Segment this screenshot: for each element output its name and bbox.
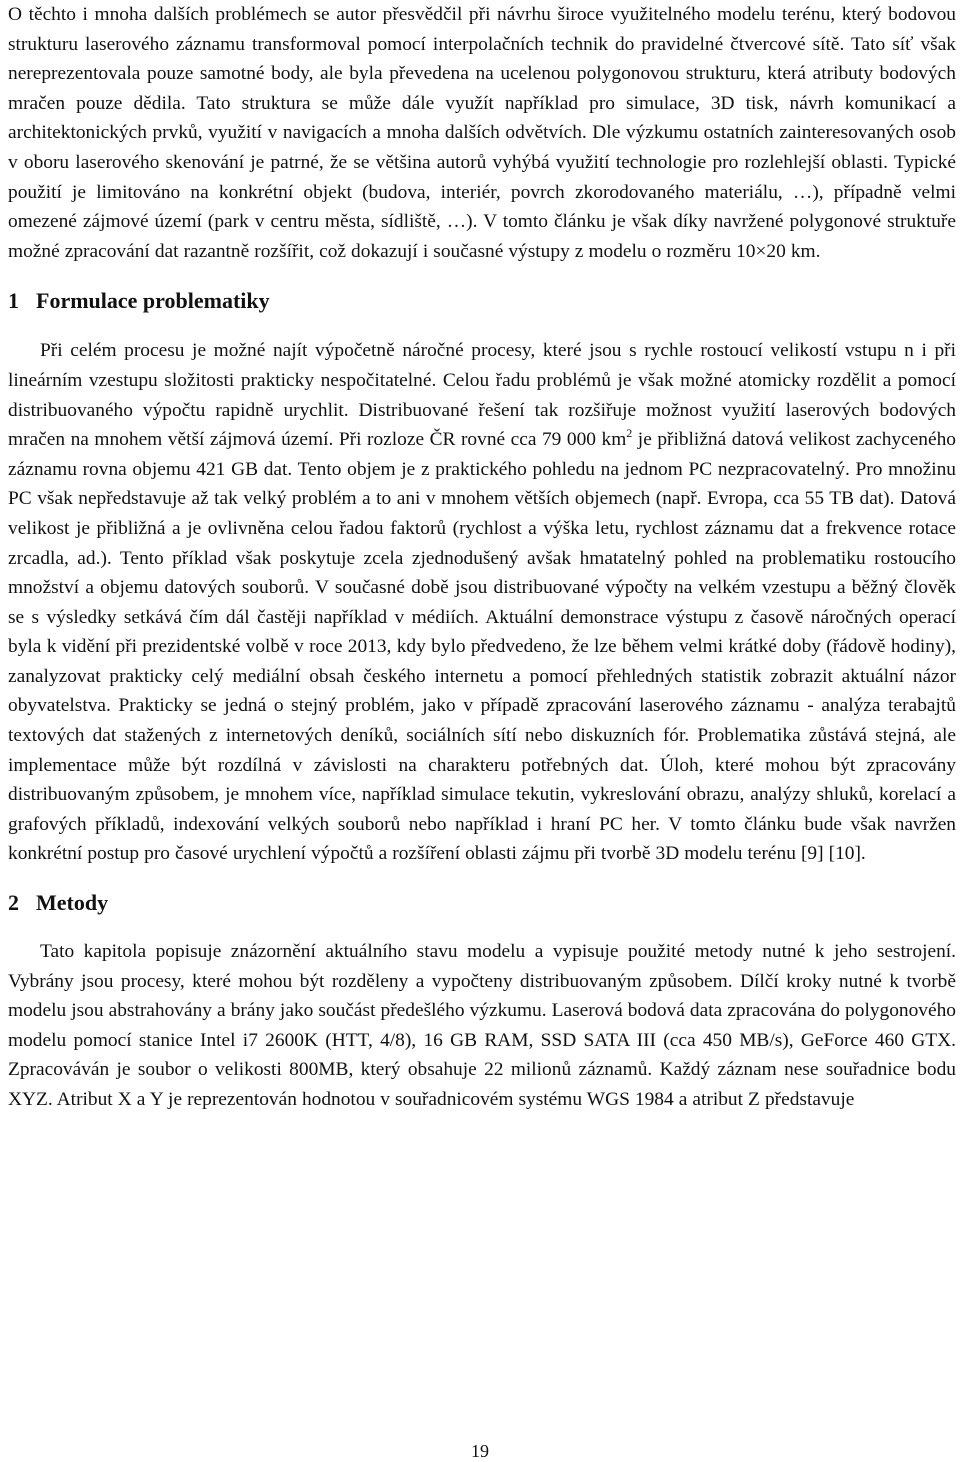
section-1-paragraph: [8, 336, 956, 869]
section-number: 2: [8, 890, 19, 916]
section-title: Metody: [36, 890, 109, 916]
section-1-text-part-1: Při celém procesu je možné najít výpočetně náročné procesy, které jsou s rychle rostoucí velikostí vstupu n i při lineárním vzestupu složitosti prakticky nespočitatelné. Celou řadu problémů je však možné atomicky rozdělit a pomocí distribuovaného výpočtu rapidně urychlit. Distribuované řešení tak rozšiřuje možnost využití laserových bodových mračen na mnohem větší zájmová území. Při rozloze ČR rovné cca 79 000 km: [8, 340, 956, 451]
superscript-exponent: 2: [626, 426, 633, 441]
section-2-paragraph: Tato kapitola popisuje znázornění aktuálního stavu modelu a vypisuje použité metody nutné k jeho sestrojení. Vybrány jsou procesy, které mohou být rozděleny a vypočteny distribuovaným způsobem. Dílčí kroky nutné k tvorbě modelu jsou abstrahovány a brány jako součást předešlého výzkumu. Laserová bodová data zpracována do polygonového modelu pomocí stanice Intel i7 2600K (HTT, 4/8), 16 GB RAM, SSD SATA III (cca 450 MB/s), GeForce 460 GTX. Zpracováván je soubor o velikosti 800MB, který obsahuje 22 milionů záznamů. Každý záznam nese souřadnice bodu XYZ. Atribut X a Y je reprezentován hodnotou v souřadnicovém systému WGS 1984 a atribut Z představuje: [8, 941, 956, 1110]
intro-paragraph: O těchto i mnoha dalších problémech se autor přesvědčil při návrhu široce využitelného modelu terénu, který bodovou strukturu laserového záznamu transformoval pomocí interpolačních technik do pravidelné čtvercové sítě. Tato síť však nereprezentovala pouze samotné body, ale byla převedena na ucelenou polygonovou strukturu, která atributy bodových mračen pouze dědila. Tato struktura se může dále využít například pro simulace, 3D tisk, návrh komunikací a architektonických prvků, využití v navigacích a mnoha dalších odvětvích. Dle výzkumu ostatních zainteresovaných osob v oboru laserového skenování je patrné, že se většina autorů vyhýbá využití technologie pro rozlehlejší oblasti. Typické použití je limitováno na konkrétní objekt (budova, interiér, povrch zkorodovaného materiálu, …), případně velmi omezené zájmové území (park v centru města, sídliště, …). V tomto článku je však díky navržené polygonové struktuře možné zpracování dat razantně rozšířit, což dokazují i současné výstupy z modelu o rozměru 10×20 km.: [8, 4, 956, 262]
page-number: 19: [471, 1441, 489, 1461]
section-heading-2: [8, 888, 956, 918]
section-title: Formulace problematiky: [36, 288, 270, 314]
section-heading-1: [8, 286, 956, 316]
document-page: [8, 0, 956, 1115]
section-1-text-part-2: je přibližná datová velikost zachyceného záznamu rovna objemu 421 GB dat. Tento objem je z praktického pohledu na jednom PC nezpracovatelný. Pro množinu PC však nepředstavuje až tak velký problém a to ani v mnohem větších objemech (např. Evropa, cca 55 TB dat). Datová velikost je přibližná a je ovlivněna celou řadou faktorů (rychlost a výška letu, rychlost záznamu dat a frekvence rotace zrcadla, ad.). Tento příklad však poskytuje zcela zjednodušený avšak hmatatelný pohled na problematiku rostoucího množství a objemu datových souborů. V současné době jsou distribuované výpočty na velkém vzestupu a běžný člověk se s výsledky setkává čím dál častěji například v médiích. Aktuální demonstrace výstupu z časově náročných operací byla k vidění při prezidentské volbě v roce 2013, kdy bylo předvedeno, že lze během velmi krátké doby (řádově hodiny), zanalyzovat prakticky celý mediální obsah českého internetu a pomocí přehledných statistik zobrazit aktuální názor obyvatelstva. Prakticky se jedná o stejný problém, jako v případě zpracování laserového záznamu - analýza terabajtů textových dat stažených z internetových deníků, sociálních sítí nebo diskuzních fór. Problematika zůstává stejná, ale implementace může být rozdílná v závislosti na charakteru potřebných dat. Úloh, které mohou být zpracovány distribuovaným způsobem, je mnohem více, například simulace tekutin, vykreslování obrazu, analýzy shluků, korelací a grafových příkladů, indexování velkých souborů nebo například i hraní PC her. V tomto článku bude však navržen konkrétní postup pro časové urychlení výpočtů a rozšíření oblasti zájmu při tvorbě 3D modelu terénu [9] [10].: [8, 429, 956, 865]
section-number: 1: [8, 288, 19, 314]
